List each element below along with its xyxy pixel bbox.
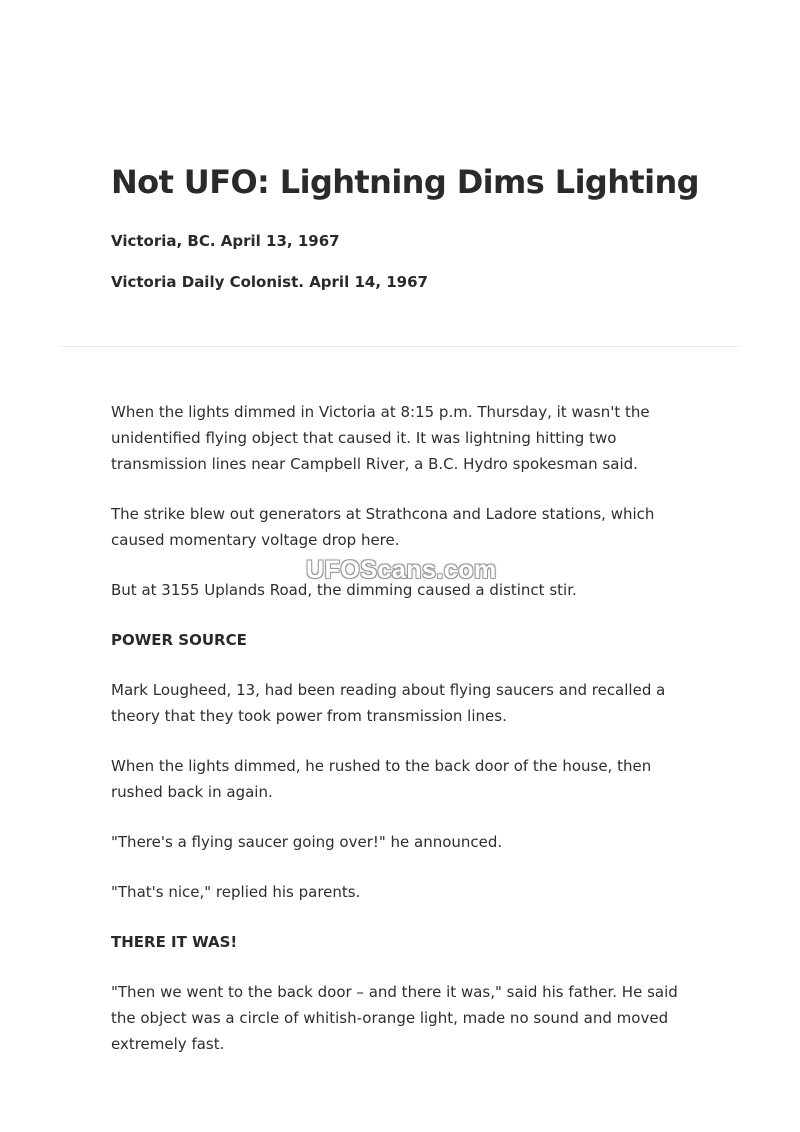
paragraph: "There's a flying saucer going over!" he announced. [111, 833, 503, 851]
divider [60, 346, 740, 347]
paragraph: But at 3155 Uplands Road, the dimming caused a distinct stir. [111, 581, 577, 599]
paragraph: "That's nice," replied his parents. [111, 883, 361, 901]
paragraph: When the lights dimmed, he rushed to the back door of the house, then rushed back in again. [111, 757, 652, 801]
subheading: POWER SOURCE [111, 631, 247, 649]
article-body [111, 399, 701, 1081]
watermark: UFOScans.com [306, 556, 497, 584]
paragraph: "Then we went to the back door – and there it was," said his father. He said the object was a circle of whitish-orange light, made no sound and moved extremely fast. [111, 983, 678, 1053]
paragraph: Mark Lougheed, 13, had been reading about flying saucers and recalled a theory that they took power from transmission lines. [111, 681, 666, 725]
source-citation: Victoria Daily Colonist. April 14, 1967 [111, 273, 428, 291]
page-title: Not UFO: Lightning Dims Lighting [111, 163, 699, 201]
location-date: Victoria, BC. April 13, 1967 [111, 232, 340, 250]
paragraph: When the lights dimmed in Victoria at 8:15 p.m. Thursday, it wasn't the unidentified flying object that caused it. It was lightning hitting two transmission lines near Campbell River, a B.C. Hydro spokesman said. [111, 403, 650, 473]
article-header [111, 160, 751, 291]
subheading: THERE IT WAS! [111, 933, 238, 951]
paragraph: The strike blew out generators at Strathcona and Ladore stations, which caused momentary voltage drop here. [111, 505, 655, 549]
